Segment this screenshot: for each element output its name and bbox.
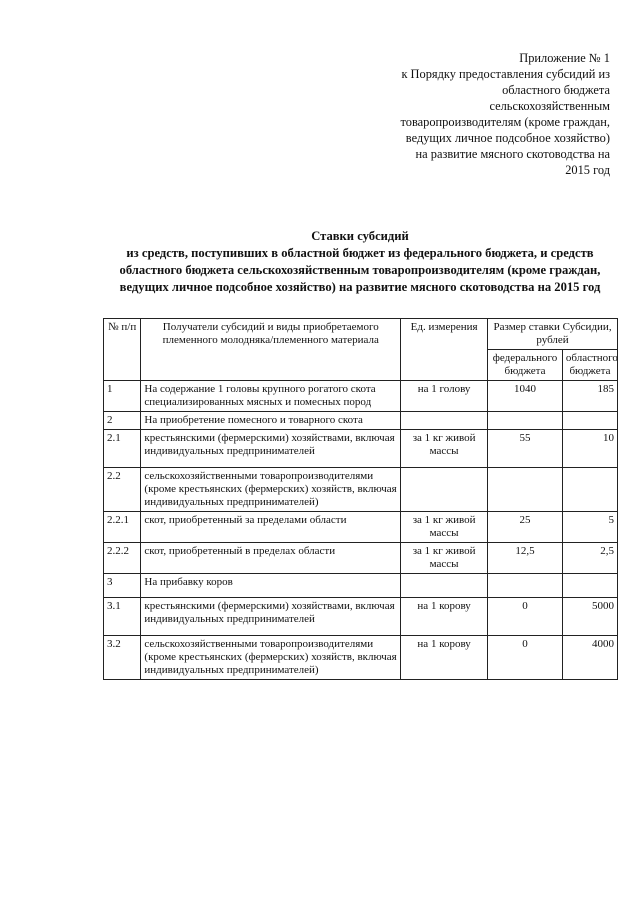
row-federal: 55 — [488, 430, 563, 468]
row-desc: сельскохозяйственными товаропроизводителями (кроме крестьянских (фермерских) хозяйств, включая индивидуальных предпринимателей) — [141, 636, 401, 680]
row-regional: 5 — [562, 512, 617, 543]
row-federal — [488, 412, 563, 430]
row-regional: 185 — [562, 381, 617, 412]
row-federal: 0 — [488, 636, 563, 680]
appendix-line: товаропроизводителям (кроме граждан, — [400, 115, 610, 129]
header-desc: Получатели субсидий и виды приобретаемого племенного молодняка/племенного материала — [141, 319, 401, 381]
subsidy-rates-table — [103, 318, 618, 680]
appendix-note — [350, 50, 610, 178]
row-num: 2 — [104, 412, 141, 430]
row-unit: на 1 голову — [401, 381, 488, 412]
appendix-line: Приложение № 1 — [519, 51, 610, 65]
row-federal — [488, 574, 563, 598]
header-federal: федерального бюджета — [488, 350, 563, 381]
row-num: 2.2 — [104, 468, 141, 512]
row-regional: 2,5 — [562, 543, 617, 574]
title-line: областного бюджета сельскохозяйственным товаропроизводителям (кроме граждан, — [119, 263, 601, 277]
row-num: 3 — [104, 574, 141, 598]
row-regional: 10 — [562, 430, 617, 468]
row-regional — [562, 574, 617, 598]
row-num: 3.1 — [104, 598, 141, 636]
row-regional: 5000 — [562, 598, 617, 636]
row-unit — [401, 468, 488, 512]
row-federal: 25 — [488, 512, 563, 543]
row-num: 1 — [104, 381, 141, 412]
row-unit: на 1 корову — [401, 598, 488, 636]
appendix-line: на развитие мясного скотоводства на — [415, 147, 610, 161]
appendix-line: сельскохозяйственным — [489, 99, 610, 113]
row-federal — [488, 468, 563, 512]
row-unit — [401, 574, 488, 598]
appendix-line: к Порядку предоставления субсидий из — [401, 67, 610, 81]
row-unit: за 1 кг живой массы — [401, 512, 488, 543]
table-row — [104, 468, 618, 512]
row-regional: 4000 — [562, 636, 617, 680]
table-row — [104, 543, 618, 574]
row-regional — [562, 468, 617, 512]
table-row — [104, 412, 618, 430]
table-row — [104, 430, 618, 468]
row-num: 3.2 — [104, 636, 141, 680]
row-unit: на 1 корову — [401, 636, 488, 680]
row-federal: 0 — [488, 598, 563, 636]
row-unit: за 1 кг живой массы — [401, 543, 488, 574]
row-desc: На приобретение помесного и товарного скота — [141, 412, 401, 430]
row-desc: крестьянскими (фермерскими) хозяйствами, включая индивидуальных предпринимателей — [141, 598, 401, 636]
row-desc: крестьянскими (фермерскими) хозяйствами, включая индивидуальных предпринимателей — [141, 430, 401, 468]
header-regional: областного бюджета — [562, 350, 617, 381]
row-desc: скот, приобретенный за пределами области — [141, 512, 401, 543]
row-desc: сельскохозяйственными товаропроизводителями (кроме крестьянских (фермерских) хозяйств, включая индивидуальных предпринимателей) — [141, 468, 401, 512]
row-desc: На содержание 1 головы крупного рогатого скота специализированных мясных и помесных пород — [141, 381, 401, 412]
table-row — [104, 598, 618, 636]
row-federal: 1040 — [488, 381, 563, 412]
header-num: № п/п — [104, 319, 141, 381]
table-row — [104, 636, 618, 680]
appendix-line: 2015 год — [565, 163, 610, 177]
document-title — [100, 228, 620, 296]
header-unit: Ед. измерения — [401, 319, 488, 381]
row-desc: На прибавку коров — [141, 574, 401, 598]
table-row — [104, 381, 618, 412]
row-num: 2.1 — [104, 430, 141, 468]
table-header-row — [104, 319, 618, 350]
row-num: 2.2.2 — [104, 543, 141, 574]
row-federal: 12,5 — [488, 543, 563, 574]
appendix-line: областного бюджета — [502, 83, 610, 97]
row-num: 2.2.1 — [104, 512, 141, 543]
title-line: Ставки субсидий — [311, 229, 409, 243]
table-row — [104, 574, 618, 598]
table-row — [104, 512, 618, 543]
row-unit: за 1 кг живой массы — [401, 430, 488, 468]
header-rate: Размер ставки Субсидии, рублей — [488, 319, 618, 350]
title-line: из средств, поступивших в областной бюджет из федерального бюджета, и средств — [126, 246, 594, 260]
appendix-line: ведущих личное подсобное хозяйство) — [405, 131, 610, 145]
row-regional — [562, 412, 617, 430]
row-unit — [401, 412, 488, 430]
row-desc: скот, приобретенный в пределах области — [141, 543, 401, 574]
title-line: ведущих личное подсобное хозяйство) на развитие мясного скотоводства на 2015 год — [119, 280, 601, 294]
